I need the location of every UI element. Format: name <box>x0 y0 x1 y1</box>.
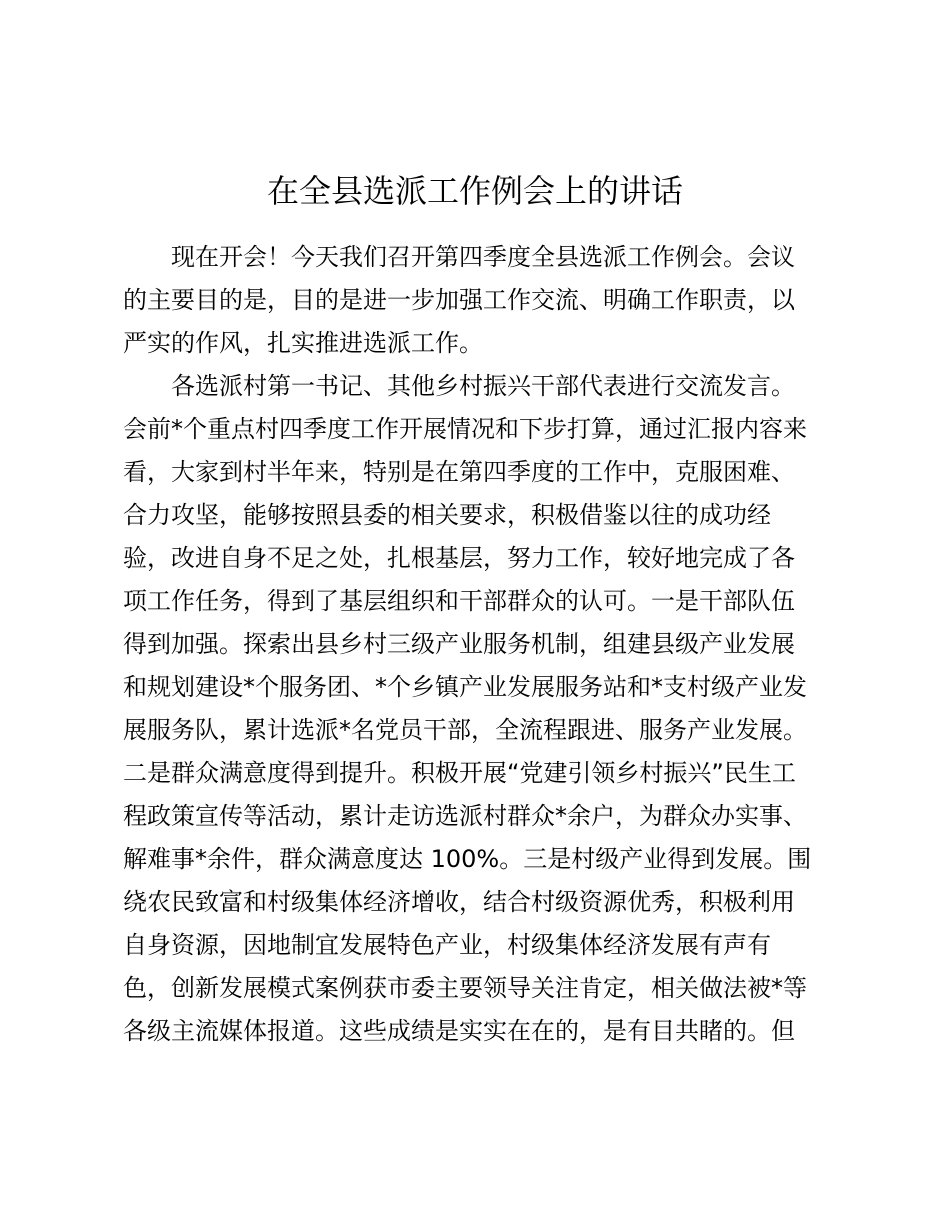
paragraph-line: 解难事*余件，群众满意度达 100%。三是村级产业得到发展。围 <box>123 845 812 873</box>
paragraph-line: 色，创新发展模式案例获市委主要领导关注肯定，相关做法被*等 <box>123 974 807 1002</box>
paragraph-line: 和规划建设*个服务团、*个乡镇产业发展服务站和*支村级产业发 <box>123 673 807 701</box>
paragraph-line: 自身资源，因地制宜发展特色产业，村级集体经济发展有声有 <box>123 931 771 959</box>
document-title: 在全县选派工作例会上的讲话 <box>266 172 683 210</box>
paragraph-line: 各选派村第一书记、其他乡村振兴干部代表进行交流发言。 <box>171 372 795 400</box>
paragraph-line: 严实的作风，扎实推进选派工作。 <box>123 329 483 357</box>
paragraph-line: 会前*个重点村四季度工作开展情况和下步打算，通过汇报内容来 <box>123 415 807 443</box>
paragraph-line: 各级主流媒体报道。这些成绩是实实在在的，是有目共睹的。但 <box>123 1017 795 1045</box>
paragraph-line: 项工作任务，得到了基层组织和干部群众的认可。一是干部队伍 <box>123 587 795 615</box>
paragraph-line: 展服务队，累计选派*名党员干部，全流程跟进、服务产业发展。 <box>123 716 807 744</box>
paragraph-line: 现在开会！今天我们召开第四季度全县选派工作例会。会议 <box>171 243 795 271</box>
paragraph-line: 程政策宣传等活动，累计走访选派村群众*余户，为群众办实事、 <box>123 802 807 830</box>
paragraph-line: 二是群众满意度得到提升。积极开展“党建引领乡村振兴”民生工 <box>123 759 796 787</box>
paragraph-line: 的主要目的是，目的是进一步加强工作交流、明确工作职责，以 <box>123 286 795 314</box>
paragraph-line: 合力攻坚，能够按照县委的相关要求，积极借鉴以往的成功经 <box>123 501 771 529</box>
paragraph-line: 绕农民致富和村级集体经济增收，结合村级资源优秀，积极利用 <box>123 888 795 916</box>
paragraph-line: 看，大家到村半年来，特别是在第四季度的工作中，克服困难、 <box>123 458 795 486</box>
paragraph-line: 验，改进自身不足之处，扎根基层，努力工作，较好地完成了各 <box>123 544 795 572</box>
paragraph-line: 得到加强。探索出县乡村三级产业服务机制，组建县级产业发展 <box>123 630 795 658</box>
